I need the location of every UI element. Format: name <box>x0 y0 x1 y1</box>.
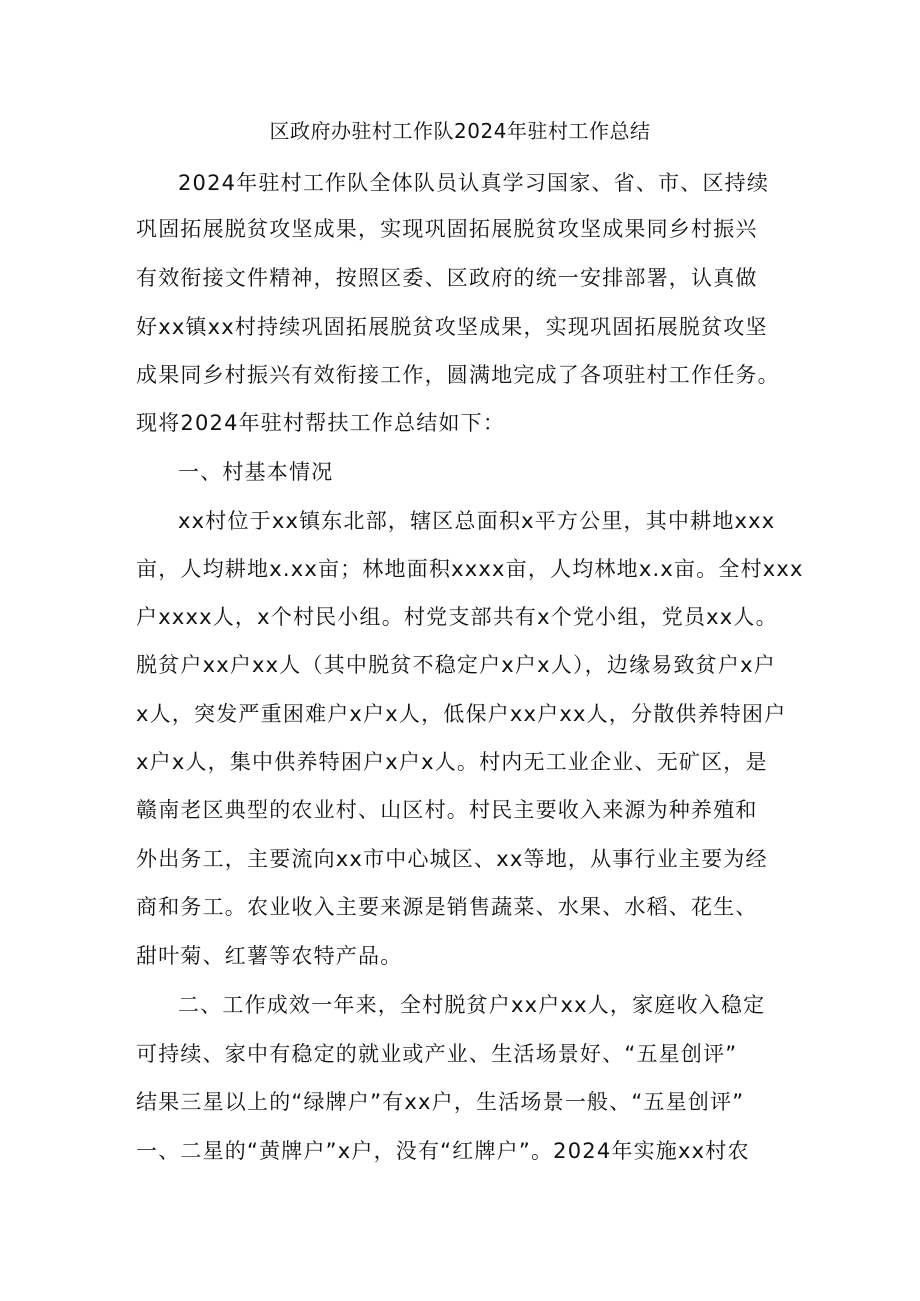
section-heading: 一、村基本情况 <box>178 460 334 484</box>
paragraph-line: 户xxxx人，x个村民小组。村党支部共有x个党小组，党员xx人。 <box>136 605 778 629</box>
paragraph-line: xx村位于xx镇东北部，辖区总面积x平方公里，其中耕地xxx <box>178 509 776 533</box>
paragraph-line: 成果同乡村振兴有效衔接工作，圆满地完成了各项驻村工作任务。 <box>136 363 780 387</box>
paragraph-line: 商和务工。农业收入主要来源是销售蔬菜、水果、水稻、花生、 <box>136 895 758 919</box>
paragraph-line: 脱贫户xx户xx人（其中脱贫不稳定户x户x人），边缘易致贫户x户 <box>136 653 776 677</box>
paragraph-line: 可持续、家中有稳定的就业或产业、生活场景好、“五星创评” <box>136 1042 738 1066</box>
paragraph-line: 外出务工，主要流向xx市中心城区、xx等地，从事行业主要为经 <box>136 847 768 871</box>
paragraph-line: 2024年驻村工作队全体队员认真学习国家、省、市、区持续 <box>178 171 770 195</box>
paragraph-line: 一、二星的“黄牌户”x户，没有“红牌户”。2024年实施xx村农 <box>136 1139 750 1163</box>
paragraph-line: 有效衔接文件精神，按照区委、区政府的统一安排部署，认真做 <box>136 266 758 290</box>
paragraph-line: 甜叶菊、红薯等农特产品。 <box>136 944 403 968</box>
paragraph-line: x户x人，集中供养特困户x户x人。村内无工业企业、无矿区，是 <box>136 750 768 774</box>
paragraph-line: 结果三星以上的“绿牌户”有xx户，生活场景一般、“五星创评” <box>136 1090 745 1114</box>
document-title: 区政府办驻村工作队2024年驻村工作总结 <box>269 119 651 143</box>
paragraph-line: 二、工作成效一年来，全村脱贫户xx户xx人，家庭收入稳定 <box>178 993 766 1017</box>
paragraph-line: x人，突发严重困难户x户x人，低保户xx户xx人，分散供养特困户 <box>136 702 787 726</box>
paragraph-line: 亩，人均耕地x.xx亩；林地面积xxxx亩，人均林地x.x亩。全村xxx <box>136 557 804 581</box>
paragraph-line: 赣南老区典型的农业村、山区村。村民主要收入来源为种养殖和 <box>136 798 758 822</box>
paragraph-line: 好xx镇xx村持续巩固拓展脱贫攻坚成果，实现巩固拓展脱贫攻坚 <box>136 315 768 339</box>
paragraph-line: 现将2024年驻村帮扶工作总结如下： <box>136 411 506 435</box>
paragraph-line: 巩固拓展脱贫攻坚成果，实现巩固拓展脱贫攻坚成果同乡村振兴 <box>136 217 758 241</box>
